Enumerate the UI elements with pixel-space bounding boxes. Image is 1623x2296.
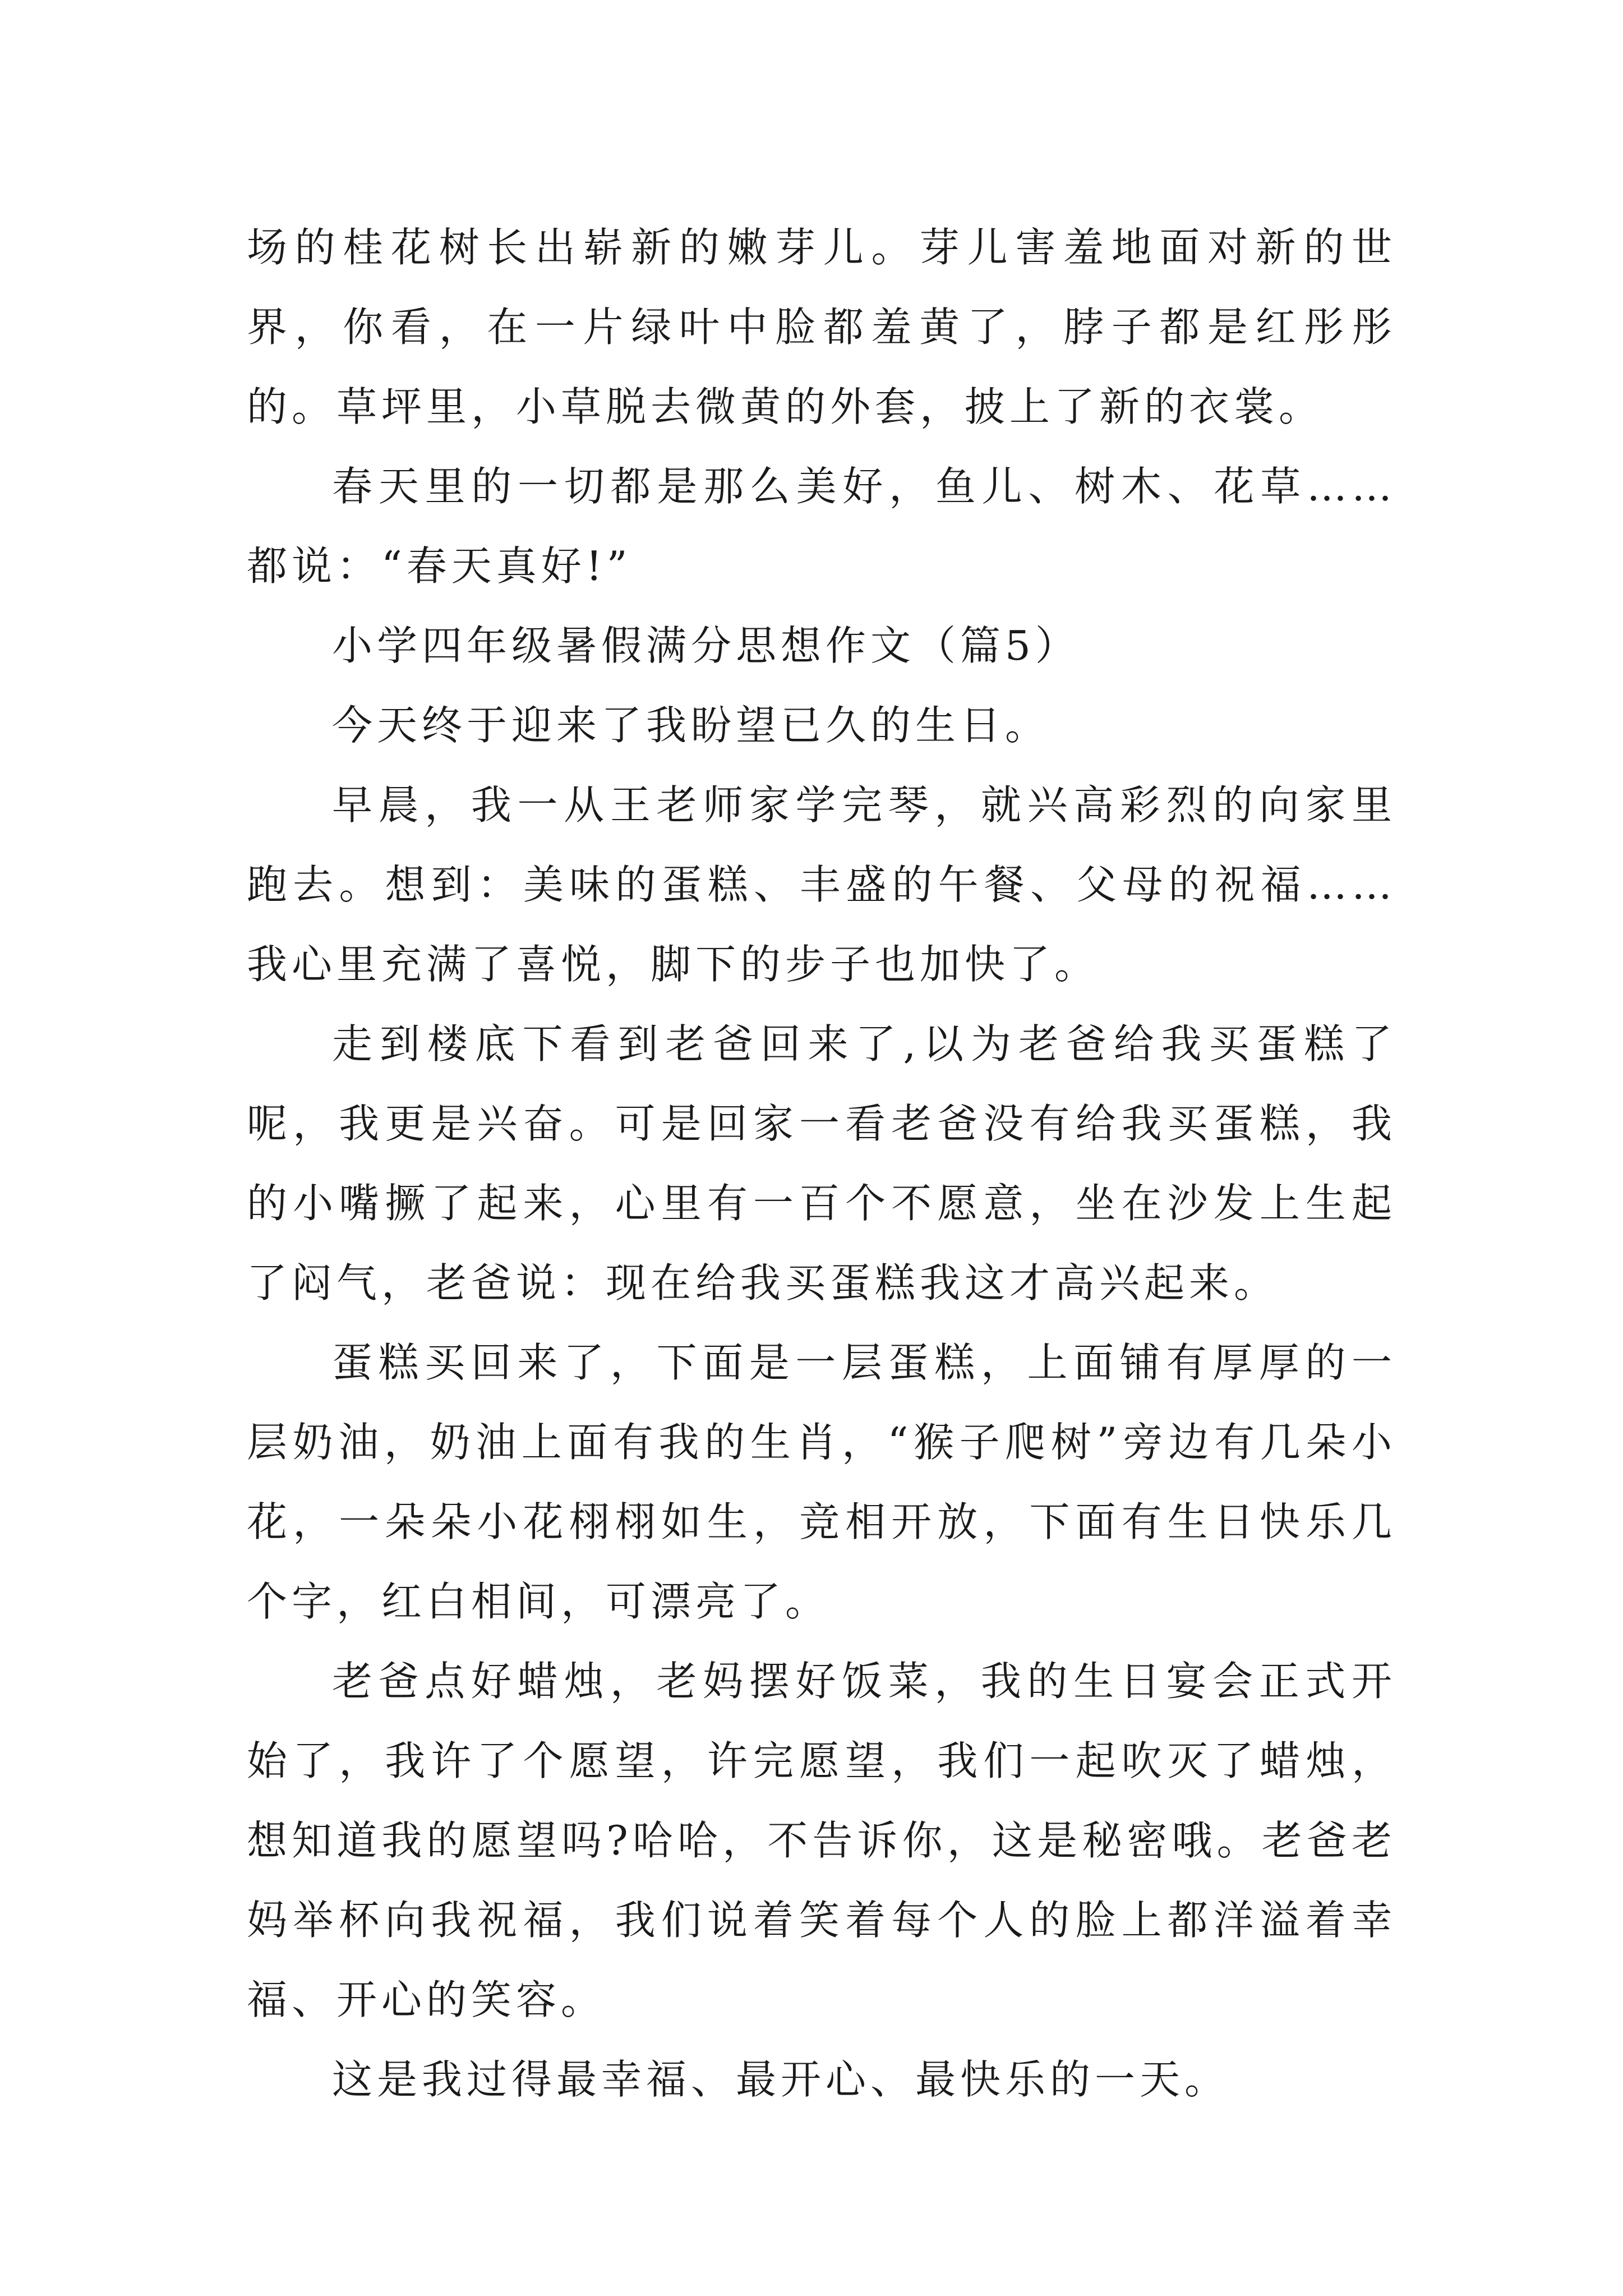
paragraph-birthday-intro: 今天终于迎来了我盼望已久的生日。 [332, 702, 1050, 749]
paragraph-party: 老爸点好蜡烛，老妈摆好饭菜，我的生日宴会正式开始了，我许了个愿望，许完愿望，我们一起吹灭了蜡烛，想知道我的愿望吗?哈哈，不告诉你，这是秘密哦。老爸老妈举杯向我祝福，我们说着笑着每个人的脸上都洋溢着幸福、开心的笑容。 [247, 1658, 1396, 2023]
paragraph-spring-scene: 场的桂花树长出崭新的嫩芽儿。芽儿害羞地面对新的世界，你看，在一片绿叶中脸都羞黄了，脖子都是红彤彤的。草坪里，小草脱去微黄的外套，披上了新的衣裳。 [247, 224, 1396, 430]
paragraph-morning: 早晨，我一从王老师家学完琴，就兴高彩烈的向家里跑去。想到：美味的蛋糕、丰盛的午餐、父母的祝福……我心里充满了喜悦，脚下的步子也加快了。 [247, 781, 1396, 988]
paragraph-downstairs: 走到楼底下看到老爸回来了,以为老爸给我买蛋糕了呢，我更是兴奋。可是回家一看老爸没有给我买蛋糕，我的小嘴撅了起来，心里有一百个不愿意，坐在沙发上生起了闷气，老爸说：现在给我买蛋糕我这才高兴起来。 [247, 1020, 1396, 1306]
paragraph-cake: 蛋糕买回来了，下面是一层蛋糕，上面铺有厚厚的一层奶油，奶油上面有我的生肖，“猴子爬树”旁边有几朵小花，一朵朵小花栩栩如生，竞相开放，下面有生日快乐几个字，红白相间，可漂亮了。 [247, 1339, 1396, 1625]
paragraph-conclusion: 这是我过得最幸福、最开心、最快乐的一天。 [332, 2056, 1230, 2103]
paragraph-spring-summary: 春天里的一切都是那么美好，鱼儿、树木、花草……都说：“春天真好!” [247, 463, 1396, 590]
essay-title: 小学四年级暑假满分思想作文（篇5） [332, 622, 1080, 669]
document-body [247, 208, 1396, 2119]
